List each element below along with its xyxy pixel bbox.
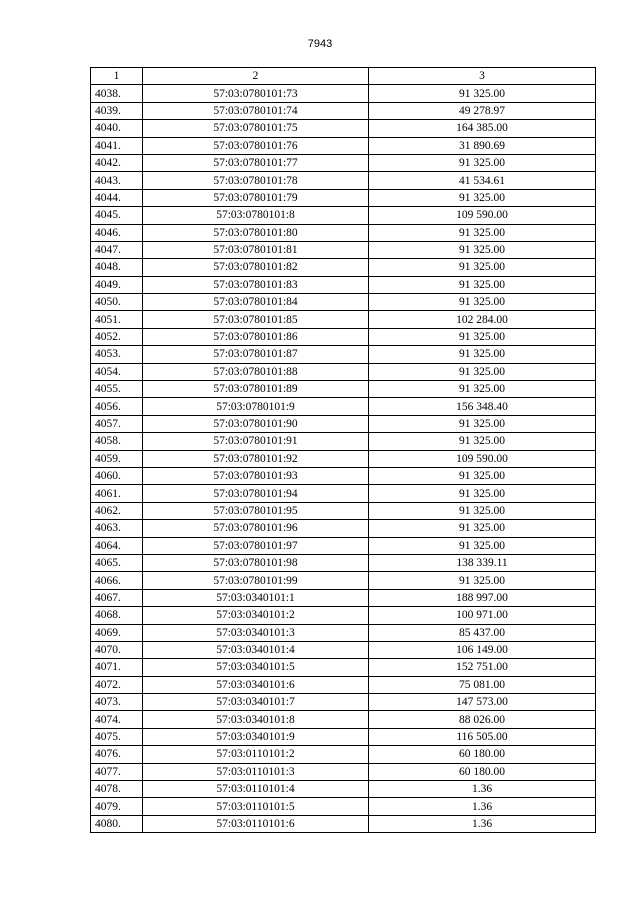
value-cell: 91 325.00 — [369, 537, 596, 554]
row-number-cell: 4057. — [91, 415, 143, 432]
cadastral-number-cell: 57:03:0780101:97 — [143, 537, 369, 554]
row-number-cell: 4051. — [91, 311, 143, 328]
row-number-cell: 4079. — [91, 798, 143, 815]
value-cell: 91 325.00 — [369, 520, 596, 537]
table-row — [91, 589, 596, 606]
cadastral-number-cell: 57:03:0780101:95 — [143, 502, 369, 519]
row-number-cell: 4058. — [91, 433, 143, 450]
value-cell: 91 325.00 — [369, 241, 596, 258]
cadastral-number-cell: 57:03:0780101:8 — [143, 207, 369, 224]
table-row — [91, 554, 596, 571]
table-row — [91, 172, 596, 189]
value-cell: 91 325.00 — [369, 502, 596, 519]
row-number-cell: 4041. — [91, 137, 143, 154]
value-cell: 49 278.97 — [369, 102, 596, 119]
table-row — [91, 467, 596, 484]
table-row — [91, 120, 596, 137]
value-cell: 1.36 — [369, 815, 596, 832]
row-number-cell: 4046. — [91, 224, 143, 241]
cadastral-number-cell: 57:03:0780101:94 — [143, 485, 369, 502]
row-number-cell: 4054. — [91, 363, 143, 380]
value-cell: 164 385.00 — [369, 120, 596, 137]
cadastral-number-cell: 57:03:0340101:9 — [143, 728, 369, 745]
value-cell: 60 180.00 — [369, 746, 596, 763]
row-number-cell: 4069. — [91, 624, 143, 641]
row-number-cell: 4062. — [91, 502, 143, 519]
cadastral-number-cell: 57:03:0780101:91 — [143, 433, 369, 450]
table-row — [91, 624, 596, 641]
row-number-cell: 4068. — [91, 607, 143, 624]
row-number-cell: 4066. — [91, 572, 143, 589]
cadastral-number-cell: 57:03:0340101:7 — [143, 694, 369, 711]
table-row — [91, 659, 596, 676]
cadastral-number-cell: 57:03:0780101:78 — [143, 172, 369, 189]
row-number-cell: 4063. — [91, 520, 143, 537]
cadastral-number-cell: 57:03:0780101:81 — [143, 241, 369, 258]
table-row — [91, 189, 596, 206]
cadastral-number-cell: 57:03:0780101:87 — [143, 346, 369, 363]
table-row — [91, 85, 596, 102]
value-cell: 91 325.00 — [369, 433, 596, 450]
cadastral-number-cell: 57:03:0110101:3 — [143, 763, 369, 780]
value-cell: 91 325.00 — [369, 363, 596, 380]
value-cell: 41 534.61 — [369, 172, 596, 189]
table-row — [91, 363, 596, 380]
cadastral-number-cell: 57:03:0780101:92 — [143, 450, 369, 467]
table-row — [91, 102, 596, 119]
row-number-cell: 4060. — [91, 467, 143, 484]
table-row — [91, 607, 596, 624]
value-cell: 138 339.11 — [369, 554, 596, 571]
table-row — [91, 415, 596, 432]
value-cell: 106 149.00 — [369, 641, 596, 658]
cadastral-number-cell: 57:03:0780101:88 — [143, 363, 369, 380]
value-cell: 31 890.69 — [369, 137, 596, 154]
row-number-cell: 4078. — [91, 781, 143, 798]
row-number-cell: 4075. — [91, 728, 143, 745]
row-number-cell: 4065. — [91, 554, 143, 571]
table-row — [91, 641, 596, 658]
row-number-cell: 4038. — [91, 85, 143, 102]
row-number-cell: 4044. — [91, 189, 143, 206]
value-cell: 109 590.00 — [369, 207, 596, 224]
value-cell: 1.36 — [369, 798, 596, 815]
cadastral-number-cell: 57:03:0780101:84 — [143, 294, 369, 311]
cadastral-number-cell: 57:03:0110101:4 — [143, 781, 369, 798]
value-cell: 91 325.00 — [369, 467, 596, 484]
value-cell: 85 437.00 — [369, 624, 596, 641]
row-number-cell: 4043. — [91, 172, 143, 189]
table-row — [91, 781, 596, 798]
cadastral-number-cell: 57:03:0110101:6 — [143, 815, 369, 832]
cadastral-number-cell: 57:03:0110101:2 — [143, 746, 369, 763]
row-number-cell: 4039. — [91, 102, 143, 119]
row-number-cell: 4049. — [91, 276, 143, 293]
cadastral-number-cell: 57:03:0780101:90 — [143, 415, 369, 432]
table-row — [91, 746, 596, 763]
cadastral-number-cell: 57:03:0780101:99 — [143, 572, 369, 589]
value-cell: 100 971.00 — [369, 607, 596, 624]
cadastral-number-cell: 57:03:0780101:86 — [143, 328, 369, 345]
cadastral-number-cell: 57:03:0780101:76 — [143, 137, 369, 154]
table-row — [91, 450, 596, 467]
cadastral-number-cell: 57:03:0340101:1 — [143, 589, 369, 606]
table-row — [91, 815, 596, 832]
row-number-cell: 4077. — [91, 763, 143, 780]
row-number-cell: 4056. — [91, 398, 143, 415]
page-number: 7943 — [307, 38, 333, 50]
value-cell: 91 325.00 — [369, 154, 596, 171]
table-row — [91, 763, 596, 780]
value-cell: 91 325.00 — [369, 259, 596, 276]
cadastral-number-cell: 57:03:0780101:9 — [143, 398, 369, 415]
cadastral-number-cell: 57:03:0780101:98 — [143, 554, 369, 571]
table-row — [91, 676, 596, 693]
table-row — [91, 398, 596, 415]
table-body — [91, 85, 596, 833]
cadastral-number-cell: 57:03:0780101:79 — [143, 189, 369, 206]
cadastral-number-cell: 57:03:0780101:85 — [143, 311, 369, 328]
table-row — [91, 137, 596, 154]
value-cell: 88 026.00 — [369, 711, 596, 728]
row-number-cell: 4048. — [91, 259, 143, 276]
value-cell: 152 751.00 — [369, 659, 596, 676]
table-row — [91, 224, 596, 241]
column-header-1: 1 — [91, 68, 143, 85]
cadastral-number-cell: 57:03:0340101:4 — [143, 641, 369, 658]
cadastral-number-cell: 57:03:0780101:89 — [143, 381, 369, 398]
value-cell: 91 325.00 — [369, 276, 596, 293]
table-row — [91, 694, 596, 711]
table-row — [91, 381, 596, 398]
value-cell: 91 325.00 — [369, 346, 596, 363]
cadastral-number-cell: 57:03:0340101:3 — [143, 624, 369, 641]
value-cell: 60 180.00 — [369, 763, 596, 780]
row-number-cell: 4064. — [91, 537, 143, 554]
row-number-cell: 4071. — [91, 659, 143, 676]
cadastral-number-cell: 57:03:0780101:93 — [143, 467, 369, 484]
value-cell: 91 325.00 — [369, 224, 596, 241]
value-cell: 188 997.00 — [369, 589, 596, 606]
table-header-row — [91, 68, 596, 85]
table-row — [91, 311, 596, 328]
column-header-2: 2 — [143, 68, 369, 85]
cadastral-number-cell: 57:03:0340101:6 — [143, 676, 369, 693]
table-row — [91, 502, 596, 519]
cadastral-number-cell: 57:03:0780101:77 — [143, 154, 369, 171]
value-cell: 91 325.00 — [369, 381, 596, 398]
row-number-cell: 4047. — [91, 241, 143, 258]
cadastral-number-cell: 57:03:0780101:83 — [143, 276, 369, 293]
table-row — [91, 154, 596, 171]
table-row — [91, 485, 596, 502]
value-cell: 156 348.40 — [369, 398, 596, 415]
value-cell: 102 284.00 — [369, 311, 596, 328]
value-cell: 147 573.00 — [369, 694, 596, 711]
value-cell: 109 590.00 — [369, 450, 596, 467]
row-number-cell: 4053. — [91, 346, 143, 363]
row-number-cell: 4055. — [91, 381, 143, 398]
cadastral-number-cell: 57:03:0780101:73 — [143, 85, 369, 102]
table-row — [91, 328, 596, 345]
table-row — [91, 294, 596, 311]
row-number-cell: 4059. — [91, 450, 143, 467]
row-number-cell: 4045. — [91, 207, 143, 224]
row-number-cell: 4073. — [91, 694, 143, 711]
row-number-cell: 4067. — [91, 589, 143, 606]
table-row — [91, 520, 596, 537]
value-cell: 116 505.00 — [369, 728, 596, 745]
table-row — [91, 572, 596, 589]
value-cell: 91 325.00 — [369, 294, 596, 311]
value-cell: 91 325.00 — [369, 328, 596, 345]
table-row — [91, 207, 596, 224]
row-number-cell: 4040. — [91, 120, 143, 137]
value-cell: 75 081.00 — [369, 676, 596, 693]
row-number-cell: 4072. — [91, 676, 143, 693]
value-cell: 1.36 — [369, 781, 596, 798]
row-number-cell: 4070. — [91, 641, 143, 658]
column-header-3: 3 — [369, 68, 596, 85]
value-cell: 91 325.00 — [369, 572, 596, 589]
row-number-cell: 4076. — [91, 746, 143, 763]
row-number-cell: 4074. — [91, 711, 143, 728]
cadastral-table — [90, 67, 596, 833]
table-row — [91, 346, 596, 363]
cadastral-number-cell: 57:03:0340101:2 — [143, 607, 369, 624]
row-number-cell: 4052. — [91, 328, 143, 345]
cadastral-number-cell: 57:03:0780101:75 — [143, 120, 369, 137]
cadastral-number-cell: 57:03:0340101:8 — [143, 711, 369, 728]
table-row — [91, 241, 596, 258]
cadastral-number-cell: 57:03:0780101:82 — [143, 259, 369, 276]
table-row — [91, 433, 596, 450]
cadastral-number-cell: 57:03:0780101:96 — [143, 520, 369, 537]
table-row — [91, 537, 596, 554]
value-cell: 91 325.00 — [369, 485, 596, 502]
row-number-cell: 4042. — [91, 154, 143, 171]
row-number-cell: 4080. — [91, 815, 143, 832]
table-row — [91, 276, 596, 293]
table-row — [91, 798, 596, 815]
cadastral-number-cell: 57:03:0780101:74 — [143, 102, 369, 119]
value-cell: 91 325.00 — [369, 85, 596, 102]
cadastral-number-cell: 57:03:0110101:5 — [143, 798, 369, 815]
row-number-cell: 4061. — [91, 485, 143, 502]
row-number-cell: 4050. — [91, 294, 143, 311]
table-row — [91, 711, 596, 728]
cadastral-number-cell: 57:03:0340101:5 — [143, 659, 369, 676]
cadastral-number-cell: 57:03:0780101:80 — [143, 224, 369, 241]
table-row — [91, 259, 596, 276]
table-row — [91, 728, 596, 745]
value-cell: 91 325.00 — [369, 189, 596, 206]
value-cell: 91 325.00 — [369, 415, 596, 432]
